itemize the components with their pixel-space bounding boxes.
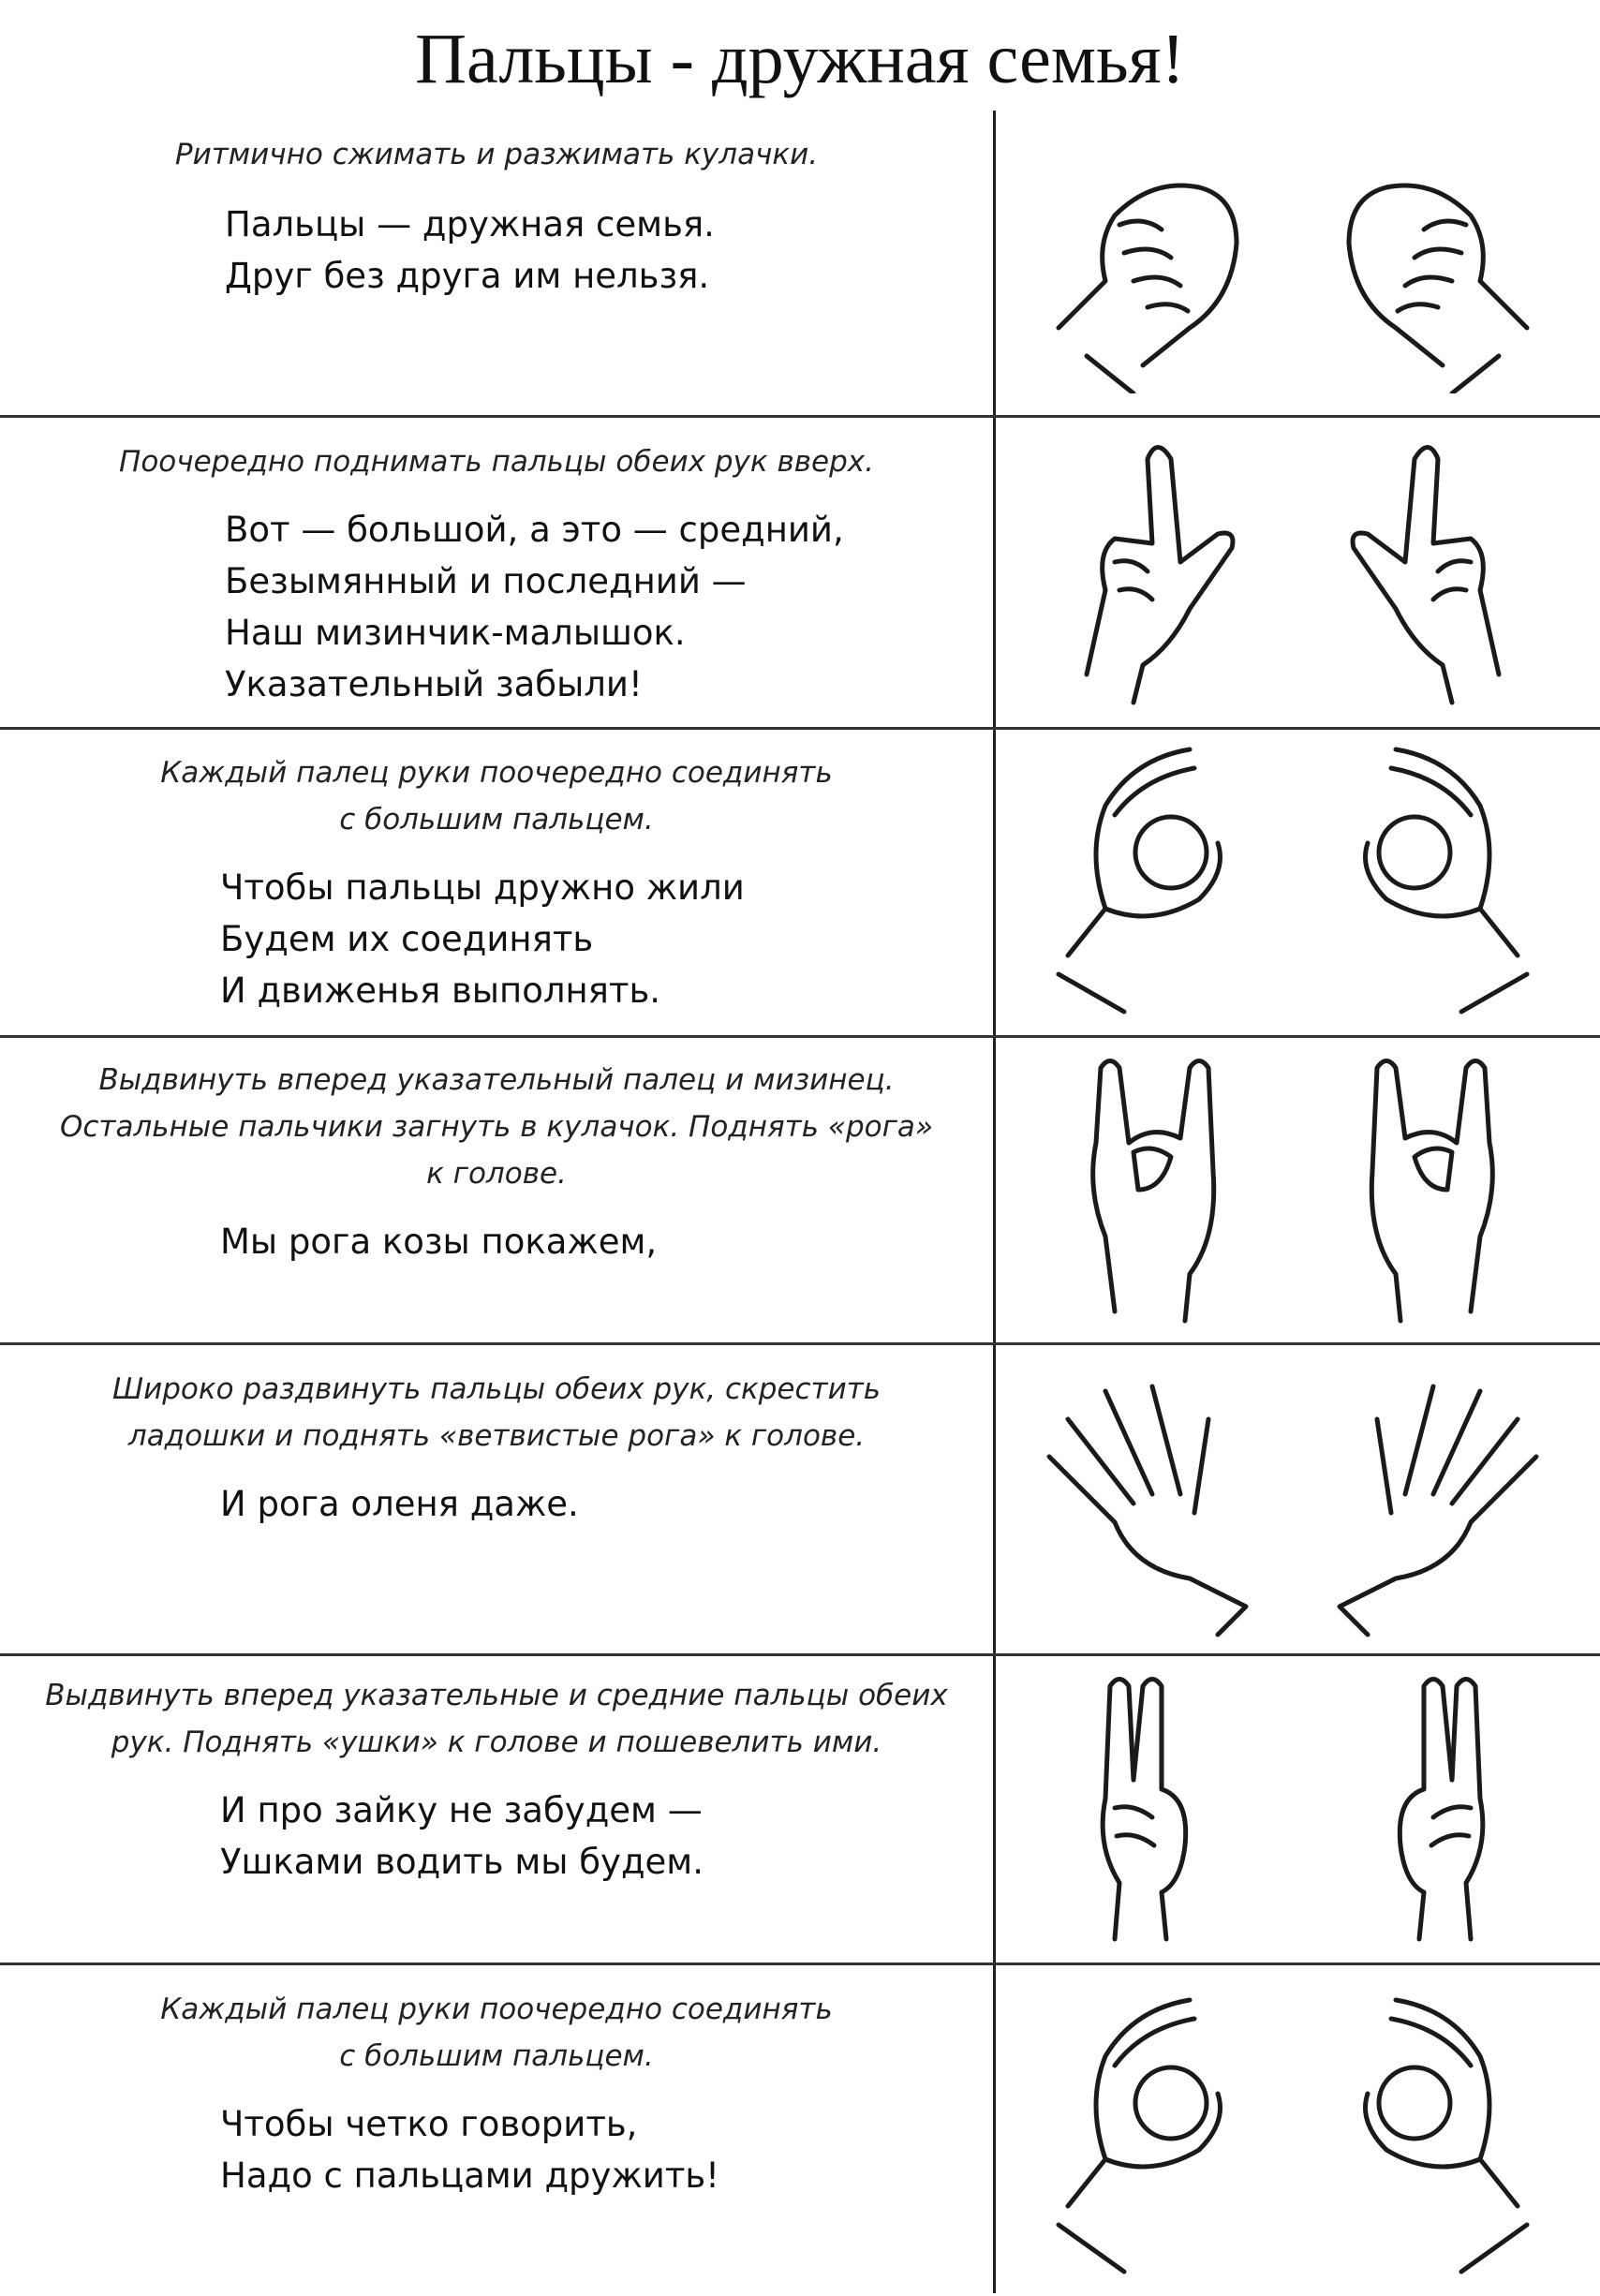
raised-fingers-icon	[1030, 431, 1555, 712]
fists-icon	[1030, 141, 1555, 393]
row-divider	[0, 1342, 1600, 1345]
instruction-text: Ритмично сжимать и разжимать кулачки.	[174, 138, 819, 171]
exercise-row-4	[0, 1057, 993, 1267]
row-divider	[0, 1963, 1600, 1965]
exercise-row-6	[0, 1672, 993, 1888]
instruction-text: Выдвинуть вперед указательные и средние пальцы обеих рук. Поднять «ушки» к голове и пошевелить ими.	[45, 1679, 948, 1759]
ring-fingers-icon	[1030, 740, 1555, 1021]
verse-text: Пальцы — дружная семья. Друг без друга им нельзя.	[225, 204, 715, 296]
verse-text: И рога оленя даже.	[220, 1484, 579, 1524]
instruction-text: Каждый палец руки поочередно соединять с большим пальцем.	[160, 756, 833, 837]
deer-antlers-icon	[1030, 1363, 1555, 1644]
bunny-ears-icon	[1030, 1667, 1555, 1948]
verse-text: Чтобы четко говорить, Надо с пальцами дружить!	[220, 2104, 720, 2196]
row-divider	[0, 1035, 1600, 1038]
exercise-row-5	[0, 1366, 993, 1530]
instruction-text: Выдвинуть вперед указательный палец и мизинец. Остальные пальчики загнуть в кулачок. Поднять «рога» к голове.	[59, 1063, 934, 1191]
verse-text: И про зайку не забудем — Ушками водить мы будем.	[220, 1790, 704, 1882]
row-divider	[0, 1653, 1600, 1656]
exercise-row-7	[0, 1986, 993, 2201]
exercise-row-1	[0, 131, 993, 302]
instruction-text: Поочередно поднимать пальцы обеих рук вверх.	[119, 445, 874, 479]
instruction-text: Каждый палец руки поочередно соединять с большим пальцем.	[160, 1992, 833, 2073]
row-divider	[0, 727, 1600, 730]
page-title: Пальцы - дружная семья!	[415, 20, 1185, 98]
verse-text: Мы рога козы покажем,	[220, 1222, 658, 1262]
ring-fingers-icon	[1030, 1981, 1555, 2281]
exercise-row-3	[0, 749, 993, 1016]
goat-horns-icon	[1030, 1049, 1555, 1330]
verse-text: Чтобы пальцы дружно жили Будем их соединять И движенья выполнять.	[220, 867, 745, 1011]
instruction-text: Широко раздвинуть пальцы обеих рук, скрестить ладошки и поднять «ветвистые рога» к голове.	[111, 1372, 881, 1453]
verse-text: Вот — большой, а это — средний, Безымянный и последний — Наш мизинчик-малышок. Указательный забыли!	[225, 510, 844, 704]
exercise-row-2	[0, 438, 993, 710]
column-divider	[993, 111, 996, 2293]
row-divider	[0, 415, 1600, 418]
